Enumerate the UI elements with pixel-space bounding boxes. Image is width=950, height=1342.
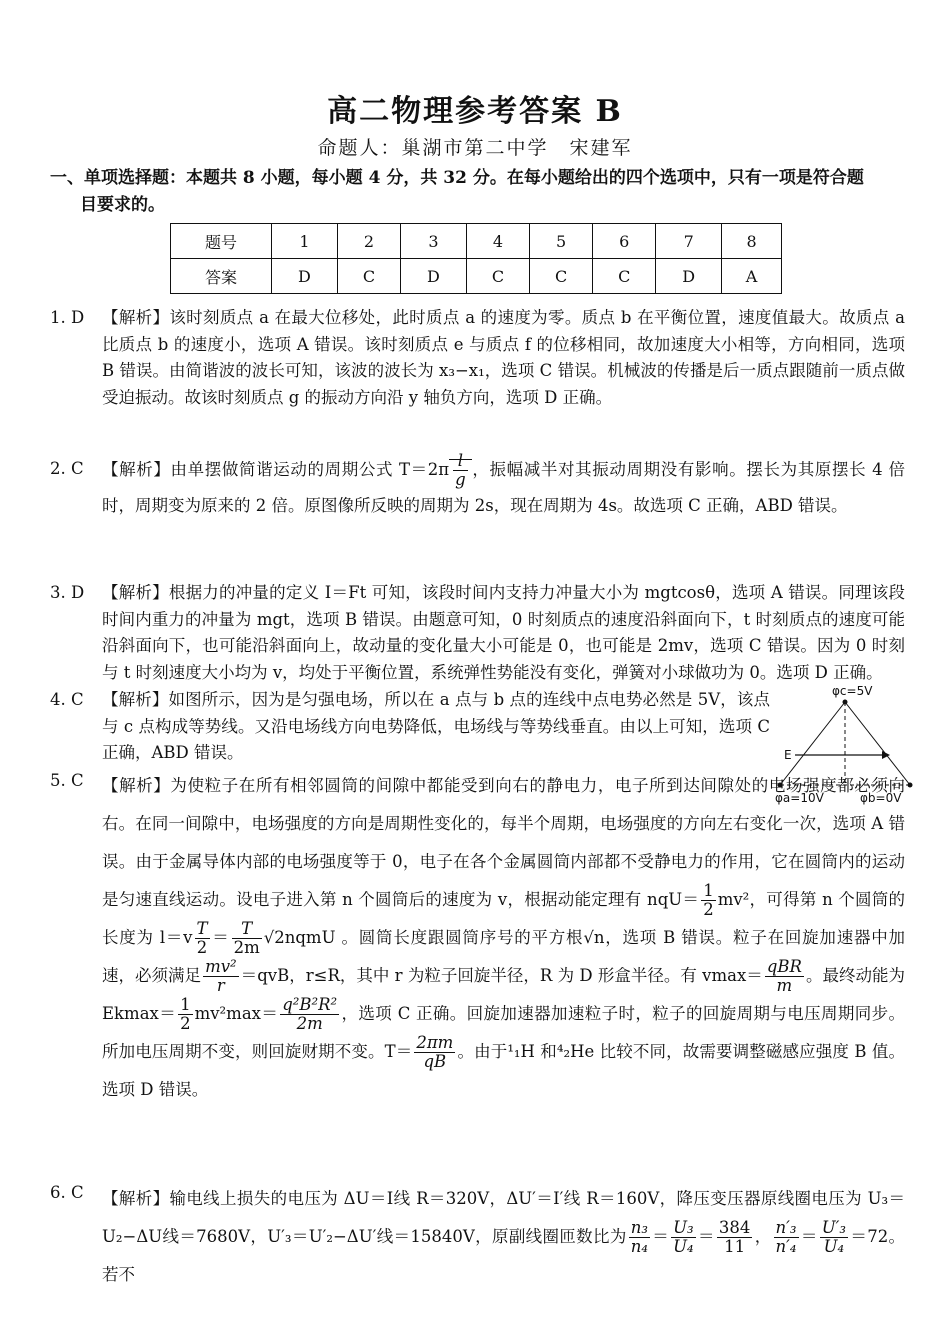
fraction	[453, 452, 468, 489]
fraction	[820, 1219, 848, 1256]
label-phi-b: φb=0V	[860, 791, 902, 805]
answer-table	[170, 223, 782, 294]
item-number: 4. C	[50, 690, 84, 709]
fraction-denominator: U₄	[823, 1237, 845, 1256]
author-line: 命题人：巢湖市第二中学 宋建军	[317, 137, 633, 159]
item-explanation: 【解析】根据力的冲量的定义 I＝Ft 可知，该段时间内支持力冲量大小为 mgtcosθ，选项 A 错误。同理该段时间内重力的冲量为 mgt，选项 B 错误。由题意可知，0 时刻质点的速度沿斜面向下，t 时刻质点的速度可能沿斜面向下，也可能沿斜面向上，故动量的变化量大小可能是 0，也可能是 2mv，选项 C 错误。因为 0 时刻与 t 时刻速度大小均为 v，均处于平衡位置，系统弹性势能没有变化，弹簧对小球做功为 0。选项 D 正确。	[102, 583, 905, 682]
text-run: ＝qvB，r≤R，其中 r 为粒子回旋半径，R 为 D 形盒半径。有 vmax＝	[240, 966, 763, 985]
label-field-e: E	[784, 748, 792, 762]
fraction-numerator: 2πm	[416, 1033, 454, 1052]
text-run: mv²，可得第 n 个圆筒的长度为 l＝v	[102, 890, 905, 947]
point-c	[843, 700, 848, 705]
text-run: ＝	[211, 928, 230, 947]
item-explanation: 【解析】该时刻质点 a 在最大位移处，此时质点 a 的速度为零。质点 b 在平衡位置，速度值最大。故质点 a 比质点 b 的速度小，选项 A 错误。该时刻质点 e 与质点 f 的位移相同，故加速度大小相等，方向相同，选项 B 错误。由简谐波的波长可知，该波的波长为 x₃−x₁，选项 C 错误。机械波的传播是后一质点跟随前一质点做受迫振动。故该时刻质点 g 的振动方向沿 y 轴负方向，选项 D 正确。	[102, 308, 905, 407]
fraction-denominator: g	[455, 470, 466, 489]
table-header-cell: 题号	[171, 224, 272, 259]
fraction	[178, 996, 193, 1033]
table-cell: A	[722, 259, 782, 294]
fraction	[195, 920, 210, 957]
page-title: 高二物理参考答案 B	[327, 94, 623, 129]
fraction-numerator: n′₃	[775, 1218, 797, 1237]
fraction-numerator: l	[453, 452, 468, 471]
table-header-cell: 答案	[171, 259, 272, 294]
table-cell: C	[466, 259, 529, 294]
fraction	[280, 996, 339, 1033]
fraction-numerator: U₃	[673, 1218, 694, 1237]
fraction-numerator: qBR	[766, 957, 802, 976]
fraction-denominator: 2	[703, 900, 714, 919]
answer-item-4	[50, 687, 770, 767]
answer-item-6	[50, 1180, 905, 1294]
fraction-denominator: 2	[180, 1014, 191, 1033]
text-run: 。由于¹₁H 和⁴₂He 比较不同，故需要调整磁感应强度 B 值。选项 D 错误。	[102, 1042, 905, 1099]
fraction	[629, 1219, 650, 1256]
fraction	[717, 1219, 753, 1256]
text-run: 【解析】由单摆做简谐运动的周期公式 T＝2π	[102, 460, 450, 479]
fraction-numerator: q²B²R²	[282, 995, 338, 1014]
answer-item-1	[50, 305, 905, 411]
fraction	[671, 1219, 696, 1256]
table-cell: 6	[593, 224, 656, 259]
fraction-denominator: m	[776, 976, 793, 995]
text-run: ，选项 C 正确。回旋加速器加速粒子时，粒子的回旋周期与电压周期同步。所加电压周期不变，则回旋财期不变。T＝	[102, 1004, 905, 1061]
fraction-denominator: 2m	[296, 1014, 323, 1033]
fraction-numerator: T	[196, 919, 208, 938]
fraction	[414, 1034, 455, 1071]
fraction-numerator: mv²	[205, 957, 237, 976]
text-run: mv²max＝	[194, 1004, 279, 1023]
table-cell: 2	[337, 224, 400, 259]
fraction-denominator: r	[216, 976, 225, 995]
fraction-denominator: n₄	[630, 1237, 648, 1256]
fraction	[701, 882, 716, 919]
section-heading-line1: 一、单项选择题：本题共 8 小题，每小题 4 分，共 32 分。在每小题给出的四个选项中，只有一项是符合题	[50, 168, 864, 188]
table-cell: C	[337, 259, 400, 294]
item-explanation	[102, 1180, 905, 1294]
fraction-numerator: U′₃	[821, 1218, 847, 1237]
table-row-answers	[171, 259, 782, 294]
point-b	[908, 783, 913, 788]
fraction-numerator: 384	[718, 1218, 751, 1237]
table-cell: 7	[656, 224, 722, 259]
answer-item-2	[50, 452, 905, 523]
text-run: ，振幅减半对其振动周期没有影响。摆长为其原摆长 4 倍时，周期变为原来的 2 倍。原图像所反映的周期为 2s，现在周期为 4s。故选项 C 正确，ABD 错误。	[102, 460, 905, 515]
label-phi-a: φa=10V	[775, 791, 824, 805]
section-heading-line2: 目要求的。	[80, 195, 165, 215]
table-row-numbers	[171, 224, 782, 259]
table-cell: 8	[722, 224, 782, 259]
fraction-denominator: 2	[196, 938, 208, 957]
table-cell: C	[530, 259, 593, 294]
table-cell: 4	[466, 224, 529, 259]
fraction-numerator: 1	[703, 881, 714, 900]
text-run: ，	[754, 1227, 772, 1246]
sqrt-expression	[449, 451, 472, 489]
table-cell: C	[593, 259, 656, 294]
fraction-denominator: qB	[423, 1052, 447, 1071]
item-explanation	[102, 452, 905, 523]
fraction	[765, 958, 804, 995]
item-number: 3. D	[50, 583, 85, 602]
text-run: √2nqmU 。圆筒长度跟圆筒序号的平方根√n，选项 B 错误。粒子在回旋加速器中加速，必须满足	[102, 928, 906, 985]
fraction-denominator: U₄	[673, 1237, 694, 1256]
fraction-denominator: 11	[724, 1237, 746, 1256]
text-run: 。最终动能为 Ekmax＝	[102, 966, 906, 1023]
item-number: 2. C	[50, 459, 84, 478]
table-cell: D	[272, 259, 338, 294]
fraction-denominator: n′₄	[775, 1237, 797, 1256]
answer-item-5	[50, 767, 905, 1109]
fraction	[203, 958, 239, 995]
answer-item-3	[50, 580, 905, 686]
table-cell: 5	[530, 224, 593, 259]
text-run: 【解析】为使粒子在所有相邻圆筒的间隙中都能受到向右的静电力，电子所到达间隙处的电场强度都必须向右。在同一间隙中，电场强度的方向是周期性变化的，每半个周期，电场强度的方向左右变化一次，选项 A 错误。由于金属导体内部的电场强度等于 0，电子在各个金属圆筒内部都不受静电力的作用，它在圆筒内的运动是匀速直线运动。设电子进入第 n 个圆筒后的速度为 v，根据动能定理有 nqU＝	[102, 776, 905, 909]
text-run: 【解析】输电线上损失的电压为 ΔU＝I线 R＝320V，ΔU′＝I′线 R＝160V，降压变压器原线圈电压为 U₃＝U₂−ΔU线＝7680V，U′₃＝U′₂−ΔU′线＝15840V，原副线圈匝数比为	[102, 1189, 905, 1246]
fraction-denominator: 2m	[233, 938, 260, 957]
label-phi-c: φc=5V	[832, 684, 873, 698]
section-heading	[50, 165, 910, 219]
fraction	[774, 1219, 799, 1256]
fraction-numerator: n₃	[630, 1218, 648, 1237]
item-number: 6. C	[50, 1183, 84, 1202]
table-cell: 1	[272, 224, 338, 259]
item-number: 5. C	[50, 771, 84, 790]
text-run: ＝72。若不	[102, 1227, 906, 1284]
fraction-numerator: 1	[180, 995, 191, 1014]
item-explanation	[102, 767, 905, 1109]
text-run: ＝	[651, 1227, 670, 1246]
table-cell: D	[401, 259, 467, 294]
fraction-numerator: T	[232, 920, 262, 939]
item-explanation: 【解析】如图所示，因为是匀强电场，所以在 a 点与 b 点的连线中点电势必然是 5V，该点与 c 点构成等势线。又沿电场线方向电势降低，电场线与等势线垂直。由以上可知，选项 C 正确，ABD 错误。	[102, 690, 770, 762]
text-run: ＝	[800, 1227, 818, 1246]
fraction	[232, 920, 262, 957]
table-cell: D	[656, 259, 722, 294]
item-number: 1. D	[50, 308, 85, 327]
text-run: ＝	[697, 1227, 715, 1246]
table-cell: 3	[401, 224, 467, 259]
